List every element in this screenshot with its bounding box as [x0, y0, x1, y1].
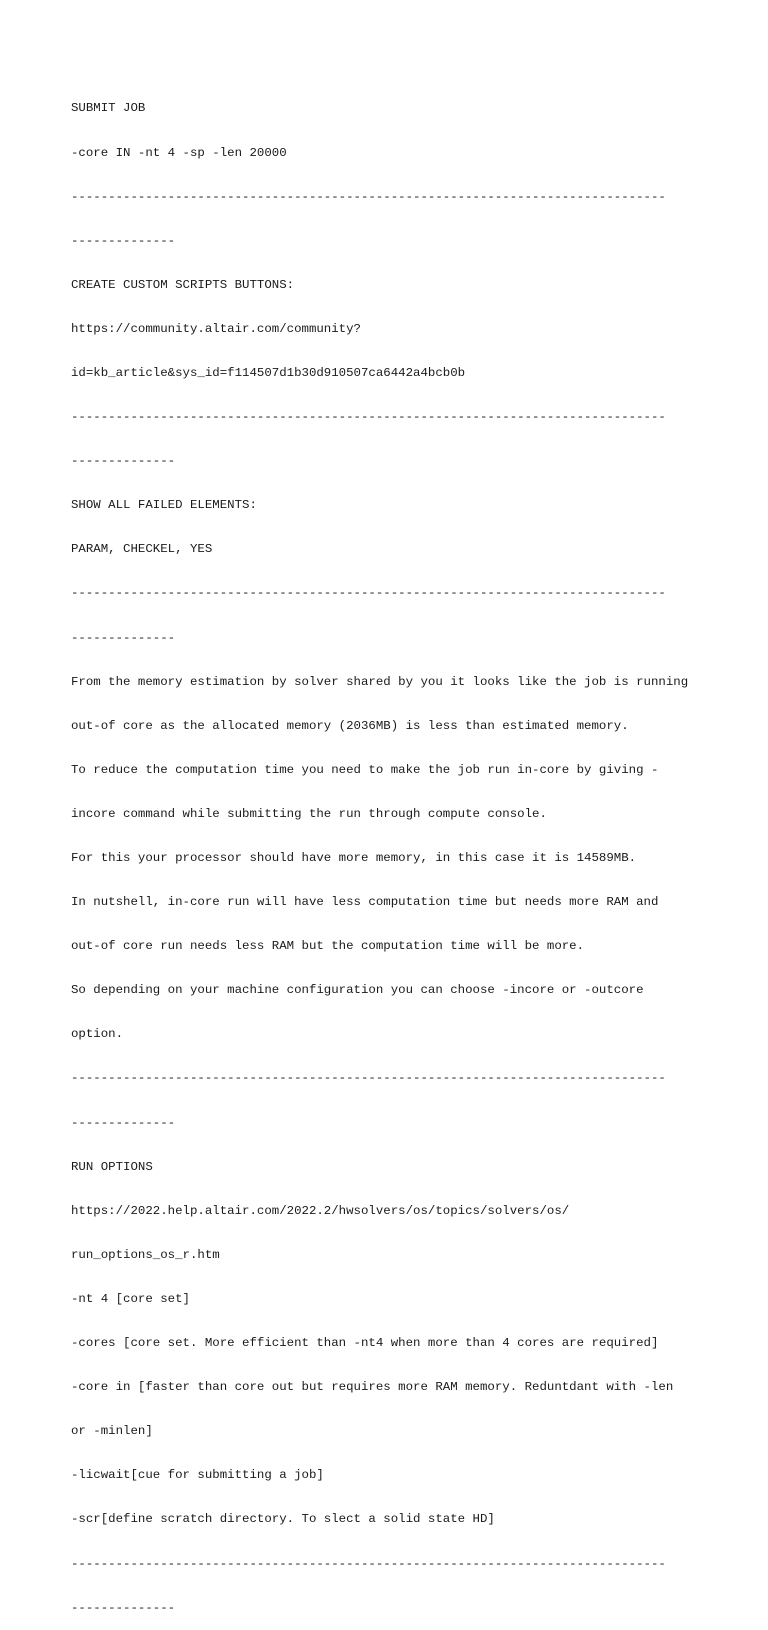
- option-line: -licwait[cue for submitting a job]: [71, 1468, 324, 1483]
- paragraph-line: incore command while submitting the run through compute console.: [71, 806, 547, 821]
- heading-failed-elements: SHOW ALL FAILED ELEMENTS:: [71, 498, 257, 513]
- separator: --------------------------------------------------------------------------------: [71, 1556, 666, 1571]
- document-body: [71, 72, 711, 1630]
- separator: --------------------------------------------------------------------------------: [71, 586, 666, 601]
- separator-continuation: --------------: [71, 1600, 176, 1615]
- url-line: https://community.altair.com/community?: [71, 321, 361, 336]
- option-line: -scr[define scratch directory. To slect a solid state HD]: [71, 1512, 495, 1527]
- paragraph-line: In nutshell, in-core run will have less computation time but needs more RAM and: [71, 895, 659, 910]
- heading-run-options: RUN OPTIONS: [71, 1159, 153, 1174]
- option-line: or -minlen]: [71, 1424, 153, 1439]
- separator: --------------------------------------------------------------------------------: [71, 410, 666, 425]
- separator-continuation: --------------: [71, 233, 176, 248]
- paragraph-line: From the memory estimation by solver shared by you it looks like the job is running: [71, 674, 689, 689]
- paragraph-line: out-of core as the allocated memory (2036MB) is less than estimated memory.: [71, 718, 629, 733]
- option-line: -core in [faster than core out but requires more RAM memory. Reduntdant with -len: [71, 1380, 674, 1395]
- heading-custom-scripts: CREATE CUSTOM SCRIPTS BUTTONS:: [71, 277, 295, 292]
- paragraph-line: option.: [71, 1027, 124, 1042]
- separator-continuation: --------------: [71, 454, 176, 469]
- text-line: PARAM, CHECKEL, YES: [71, 542, 213, 557]
- url-line: https://2022.help.altair.com/2022.2/hwsolvers/os/topics/solvers/os/: [71, 1203, 570, 1218]
- separator: --------------------------------------------------------------------------------: [71, 189, 666, 204]
- url-line: id=kb_article&sys_id=f114507d1b30d910507ca6442a4bcb0b: [71, 365, 466, 380]
- separator-continuation: --------------: [71, 1115, 176, 1130]
- separator: --------------------------------------------------------------------------------: [71, 1071, 666, 1086]
- paragraph-line: out-of core run needs less RAM but the computation time will be more.: [71, 939, 585, 954]
- paragraph-line: To reduce the computation time you need to make the job run in-core by giving -: [71, 762, 659, 777]
- paragraph-line: For this your processor should have more memory, in this case it is 14589MB.: [71, 851, 637, 865]
- url-line: run_options_os_r.htm: [71, 1247, 220, 1262]
- option-line: -nt 4 [core set]: [71, 1291, 190, 1306]
- paragraph-line: So depending on your machine configuration you can choose -incore or -outcore: [71, 983, 644, 998]
- separator-continuation: --------------: [71, 630, 176, 645]
- heading-submit-job: SUBMIT JOB: [71, 101, 146, 116]
- option-line: -cores [core set. More efficient than -nt4 when more than 4 cores are required]: [71, 1336, 659, 1351]
- text-line: -core IN -nt 4 -sp -len 20000: [71, 145, 287, 160]
